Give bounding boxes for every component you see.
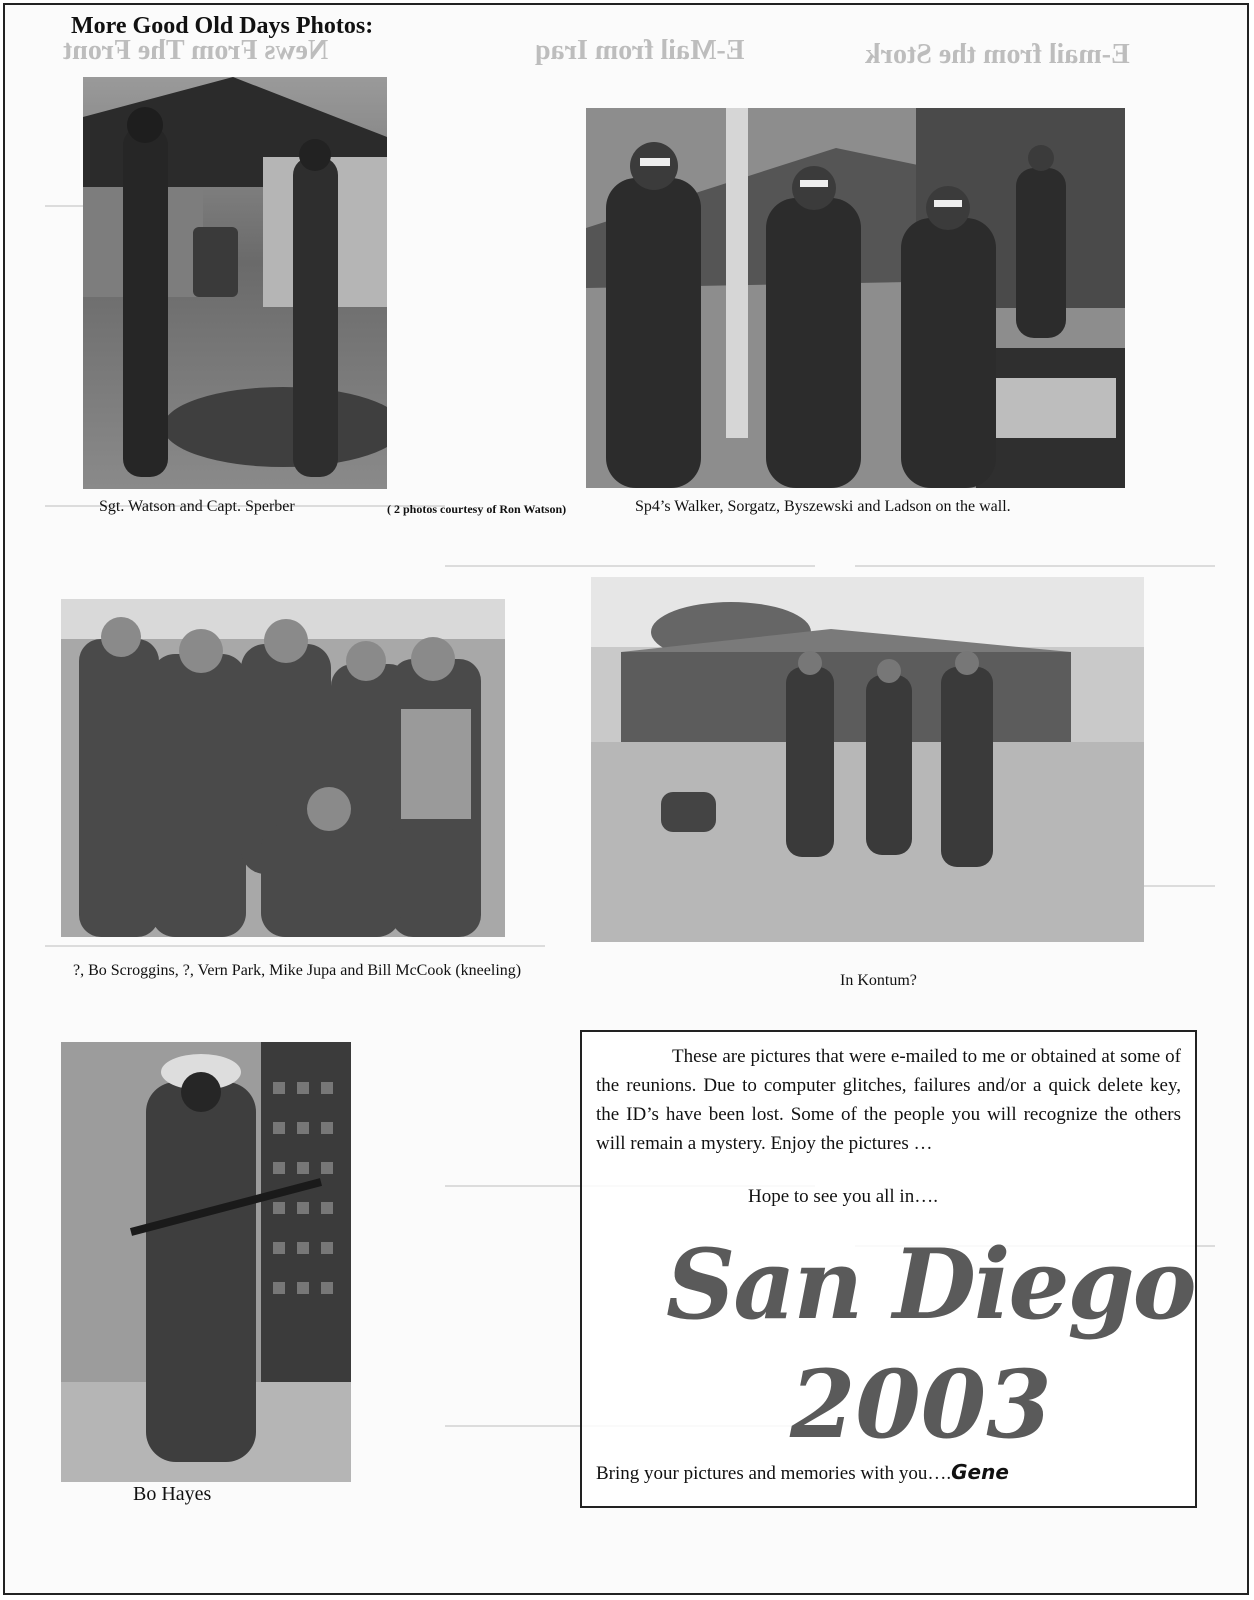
bring-text: Bring your pictures and memories with you…. <box>596 1463 952 1484</box>
bring-line <box>596 1460 1009 1485</box>
photo-kontum <box>591 577 1144 942</box>
year-heading: 2003 <box>790 1350 1052 1460</box>
photo-group <box>61 599 505 937</box>
photo-credit: ( 2 photos courtesy of Ron Watson) <box>387 502 567 516</box>
announcement-box <box>580 1030 1197 1508</box>
announcement-text: These are pictures that were e-mailed to me or obtained at some of the reunions. Due to computer glitches, failures and/or a quick delete key, the ID’s have been lost. Some of the people you will recognize the others will remain a mystery. Enjoy the pictures … <box>596 1046 1181 1154</box>
caption-watson-sperber: Sgt. Watson and Capt. Sperber <box>99 498 295 515</box>
page-title: More Good Old Days Photos: <box>71 13 374 39</box>
photo-watson-sperber <box>83 77 387 489</box>
ghost-heading-iraq: E-Mail from Iraq <box>535 35 745 66</box>
caption-group: ?, Bo Scroggins, ?, Vern Park, Mike Jupa and Bill McCook (kneeling) <box>73 962 522 979</box>
newsletter-page <box>3 3 1249 1595</box>
ghost-heading-front: News From The Front <box>63 35 329 66</box>
photo-bo-hayes <box>61 1042 351 1482</box>
caption-mps-on-wall: Sp4’s Walker, Sorgatz, Byszewski and Ladson on the wall. <box>635 498 1011 515</box>
hope-line: Hope to see you all in…. <box>748 1186 938 1207</box>
caption-bo-hayes: Bo Hayes <box>133 1483 212 1505</box>
ghost-heading-stork: E-mail from the Stork <box>865 39 1130 70</box>
signature: Gene <box>951 1460 1009 1484</box>
city-heading: San Diego <box>666 1228 1195 1341</box>
caption-kontum: In Kontum? <box>840 972 917 989</box>
photo-mps-on-wall <box>586 108 1125 488</box>
